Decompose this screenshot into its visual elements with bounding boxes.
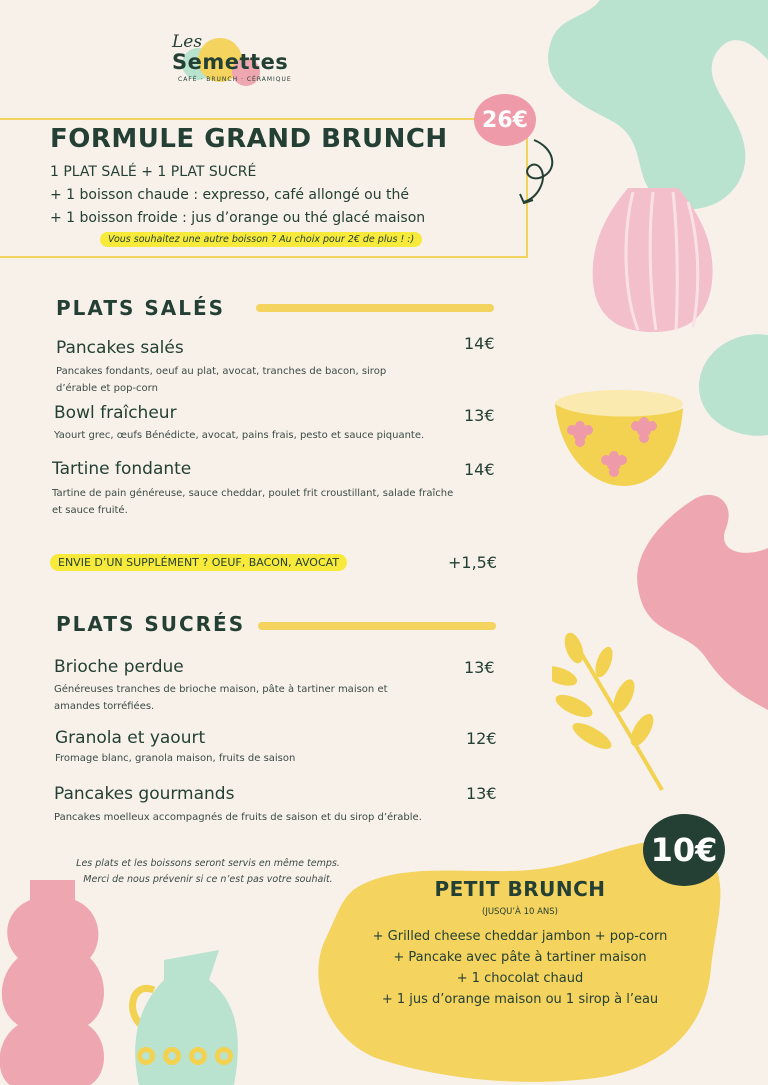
petit-title: PETIT BRUNCH bbox=[434, 877, 606, 901]
yellow-bowl-icon bbox=[552, 386, 686, 490]
formule-line-3: + 1 boisson froide : jus d’orange ou thé glacé maison bbox=[50, 210, 426, 226]
item-price-granola: 12€ bbox=[466, 729, 497, 748]
item-desc-granola: Fromage blanc, granola maison, fruits de saison bbox=[55, 753, 296, 764]
petit-line-2: + Pancake avec pâte à tartiner maison bbox=[393, 950, 647, 965]
item-price-pancakes-sales: 14€ bbox=[464, 334, 495, 353]
petit-line-4: + 1 jus d’orange maison ou 1 sirop à l’eau bbox=[381, 992, 659, 1007]
supplement-label: ENVIE D’UN SUPPLÉMENT ? OEUF, BACON, AVOCAT bbox=[50, 554, 347, 571]
section-bar-sales bbox=[256, 304, 494, 312]
pink-vase-icon bbox=[588, 182, 718, 334]
item-name-tartine: Tartine fondante bbox=[52, 459, 192, 479]
section-title-sucres: PLATS SUCRÉS bbox=[56, 612, 246, 636]
item-name-pancakes-sales: Pancakes salés bbox=[56, 338, 184, 358]
leaf-branch-icon bbox=[552, 628, 668, 794]
item-price-pancakes-gourmands: 13€ bbox=[466, 784, 497, 803]
mint-jug-icon bbox=[124, 950, 246, 1085]
section-title-sales: PLATS SALÉS bbox=[56, 296, 226, 320]
item-price-brioche: 13€ bbox=[464, 658, 495, 677]
item-name-granola: Granola et yaourt bbox=[55, 728, 206, 748]
item-name-bowl: Bowl fraîcheur bbox=[54, 403, 177, 423]
petit-line-3: + 1 chocolat chaud bbox=[456, 971, 584, 986]
formule-line-2: + 1 boisson chaude : expresso, café allongé ou thé bbox=[50, 187, 410, 203]
item-desc-pancakes-sales: Pancakes fondants, oeuf au plat, avocat, tranches de bacon, sirop d’érable et pop-corn bbox=[56, 366, 387, 394]
notice-line-1: Les plats et les boissons seront servis en même temps. bbox=[76, 858, 340, 869]
petit-line-1: + Grilled cheese cheddar jambon + pop-corn bbox=[372, 929, 668, 944]
item-name-pancakes-gourmands: Pancakes gourmands bbox=[54, 784, 235, 804]
item-price-tartine: 14€ bbox=[464, 460, 495, 479]
item-name-brioche: Brioche perdue bbox=[54, 657, 184, 677]
formule-note: Vous souhaitez une autre boisson ? Au choix pour 2€ de plus ! :) bbox=[100, 232, 422, 247]
logo-tagline: CAFÉ · BRUNCH · CÉRAMIQUE bbox=[178, 76, 292, 83]
item-desc-brioche: Généreuses tranches de brioche maison, pâte à tartiner maison et amandes torréfiées. bbox=[54, 684, 388, 712]
notice bbox=[58, 856, 358, 888]
formule-line-1: 1 PLAT SALÉ + 1 PLAT SUCRÉ bbox=[50, 164, 257, 180]
item-desc-tartine: Tartine de pain généreuse, sauce cheddar, poulet frit croustillant, salade fraîche et sauce fruité. bbox=[52, 488, 454, 516]
mint-circle-icon bbox=[696, 330, 768, 440]
logo-name: Semettes bbox=[172, 50, 289, 74]
notice-line-2: Merci de nous prévenir si ce n’est pas votre souhait. bbox=[83, 874, 333, 885]
logo bbox=[166, 28, 296, 90]
petit-price: 10€ bbox=[643, 814, 725, 886]
section-bar-sucres bbox=[258, 622, 496, 630]
pink-stacked-vase-icon bbox=[0, 880, 112, 1085]
petit-subtitle: (JUSQU’À 10 ANS) bbox=[482, 907, 558, 917]
supplement-price: +1,5€ bbox=[448, 553, 498, 572]
formule-title: FORMULE GRAND BRUNCH bbox=[50, 124, 448, 154]
item-desc-pancakes-gourmands: Pancakes moelleux accompagnés de fruits de saison et du sirop d’érable. bbox=[54, 812, 422, 823]
logo-les: Les bbox=[172, 32, 203, 52]
formule-price: 26€ bbox=[474, 94, 536, 146]
item-desc-bowl: Yaourt grec, œufs Bénédicte, avocat, pains frais, pesto et sauce piquante. bbox=[54, 430, 425, 441]
item-price-bowl: 13€ bbox=[464, 406, 495, 425]
curly-arrow-icon bbox=[514, 138, 558, 208]
